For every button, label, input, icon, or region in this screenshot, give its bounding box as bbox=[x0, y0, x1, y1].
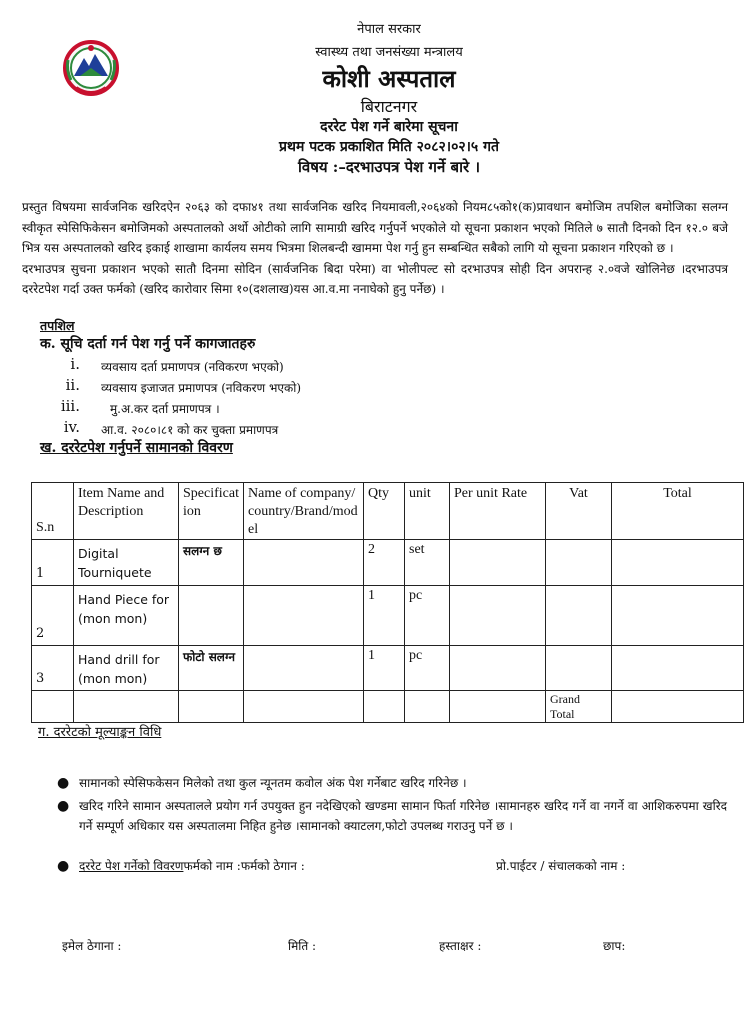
bidder-info-line bbox=[79, 856, 727, 876]
header-total: Total bbox=[612, 483, 744, 540]
cell-qty: 1 bbox=[364, 586, 405, 646]
header-spec: Specification bbox=[179, 483, 244, 540]
header-sn: S.n bbox=[32, 483, 74, 540]
cell-rate bbox=[450, 540, 546, 586]
table-row bbox=[32, 586, 744, 646]
cell-unit: pc bbox=[405, 586, 450, 646]
email-label: इमेल ठेगाना : bbox=[62, 939, 122, 953]
bullet-text: सामानको स्पेसिफकेसन मिलेको तथा कुल न्यूनतम कवोल अंक पेश गर्नेबाट खरिद गरिनेछ । bbox=[79, 776, 467, 790]
cell-company bbox=[244, 540, 364, 586]
bullet-icon: ● bbox=[57, 858, 70, 874]
signature-label: हस्ताक्षर : bbox=[439, 939, 482, 953]
document-item-text: व्यवसाय इजाजत प्रमाणपत्र (नविकरण भएको) bbox=[101, 381, 302, 395]
cell-spec: फोटो सलग्न bbox=[179, 646, 244, 691]
details-heading: तपशिल bbox=[40, 318, 75, 333]
cell-total bbox=[612, 586, 744, 646]
table-row bbox=[32, 540, 744, 586]
table-row bbox=[32, 646, 744, 691]
cell-vat bbox=[546, 586, 612, 646]
cell-sn: 1 bbox=[32, 540, 74, 586]
cell-qty: 2 bbox=[364, 540, 405, 586]
cell-qty: 1 bbox=[364, 646, 405, 691]
firm-name-label: फर्मको नाम : bbox=[183, 859, 241, 873]
cell-unit: set bbox=[405, 540, 450, 586]
bullet-icon: ● bbox=[57, 775, 70, 791]
document-item-number: ii. bbox=[65, 376, 80, 394]
table-header-row bbox=[32, 483, 744, 540]
firm-address-label: फर्मको ठेगान : bbox=[240, 859, 305, 873]
cell-company bbox=[244, 646, 364, 691]
city-name: बिराटनगर bbox=[360, 97, 418, 116]
cell-total bbox=[612, 540, 744, 586]
section-ka-title: क. सूचि दर्ता गर्न पेश गर्नु पर्ने कागजातहरु bbox=[40, 336, 256, 352]
cell-empty bbox=[179, 691, 244, 723]
cell-empty bbox=[32, 691, 74, 723]
document-item-number: iii. bbox=[60, 397, 80, 415]
cell-rate bbox=[450, 586, 546, 646]
cell-empty bbox=[74, 691, 179, 723]
cell-item: Digital Tourniquete bbox=[74, 540, 179, 586]
document-item-text: आ.व. २०८०।८१ को कर चुक्ता प्रमाणपत्र bbox=[101, 423, 279, 437]
cell-total bbox=[612, 646, 744, 691]
section-ga-title: ग. दररेटको मूल्याङ्कन विधि bbox=[38, 725, 162, 740]
header-rate: Per unit Rate bbox=[450, 483, 546, 540]
cell-empty bbox=[364, 691, 405, 723]
ministry-name: स्वास्थ्य तथा जनसंख्या मन्त्रालय bbox=[315, 45, 463, 60]
hospital-name: कोशी अस्पताल bbox=[322, 64, 456, 93]
cell-item: Hand drill for (mon mon) bbox=[74, 646, 179, 691]
items-table bbox=[31, 482, 744, 723]
cell-item: Hand Piece for (mon mon) bbox=[74, 586, 179, 646]
document-item-text: व्यवसाय दर्ता प्रमाणपत्र (नविकरण भएको) bbox=[101, 360, 284, 374]
cell-spec bbox=[179, 586, 244, 646]
document-item-text: मु.अ.कर दर्ता प्रमाणपत्र । bbox=[110, 402, 220, 416]
published-date: प्रथम पटक प्रकाशित मिति २०८२।०२।५ गते bbox=[279, 139, 499, 155]
header-unit: unit bbox=[405, 483, 450, 540]
stamp-label: छाप: bbox=[603, 939, 626, 953]
intro-paragraph-2: दरभाउपत्र सुचना प्रकाशन भएको सातौ दिनमा सोदिन (सार्वजनिक बिदा परेमा) वा भोलीपल्ट सो दरभाउपत्र सोही दिन अपरान्ह २.०वजे खोलिनेछ ।दरभाउपत्र दररेटपेश गर्दा उक्त फर्मको (खरिद कारोवार सिमा १०(दशलाख)यस आ.व.मा ननाघेको हुनु पर्नेछ) । bbox=[22, 261, 728, 296]
document-item-number: iv. bbox=[63, 418, 80, 436]
bullet-text: खरिद गरिने सामान अस्पतालले प्रयोग गर्न उपयुक्त हुन नदेखिएको खण्डमा सामान फिर्ता गरिनेछ ।सामानहरु खरिद गर्ने वा नगर्ने वा आशिकरुपमा खरिद गर्ने सम्पूर्ण अधिकार यस अस्पतालमा निहित हुनेछ ।सामानको क्याटलग,फोटो उपलब्ध गराउनु पर्ने छ । bbox=[79, 799, 727, 833]
cell-empty bbox=[405, 691, 450, 723]
header-item: Item Name and Description bbox=[74, 483, 179, 540]
grand-total-row bbox=[32, 691, 744, 723]
intro-paragraph-1: प्रस्तुत विषयमा सार्वजनिक खरिदऐन २०६३ को दफा४१ तथा सार्वजनिक खरिद नियमावली,२०६४को नियम८५को१(क)प्रावधान बमोजिम तपशिल बमोजिका सलग्न स्वीकृत स्पेसिफिकेसन बमोजिमको अस्पतालको अर्थो ओटीको लागि सामाग्री खरिद गर्नुपर्ने भएकोले यो सूचना प्रकाशन भएको मितिले ७ सातौ दिनको दिन १२.० बजे भित्र यस अस्पतालको खरिद इकाई शाखामा कार्यलय समय भित्रमा शिलबन्दी खाममा पेश गर्नु हुन सम्बन्धित सबैको लागि यो सूचना प्रकाशन गरिएको छ । bbox=[22, 200, 728, 255]
bidder-info-label: दररेट पेश गर्नेको विवरण bbox=[79, 859, 184, 873]
proprietor-label: प्रो.पाईटर / संचालकको नाम : bbox=[496, 859, 626, 873]
subject-line: विषय :–दरभाउपत्र पेश गर्ने बारे । bbox=[297, 158, 481, 176]
notice-title: दररेट पेश गर्ने बारेमा सूचना bbox=[320, 119, 458, 135]
cell-unit: pc bbox=[405, 646, 450, 691]
cell-rate bbox=[450, 646, 546, 691]
government-name: नेपाल सरकार bbox=[357, 22, 421, 37]
intro-text bbox=[22, 197, 728, 300]
header-vat: Vat bbox=[546, 483, 612, 540]
grand-total-label: Grand Total bbox=[546, 691, 612, 723]
cell-vat bbox=[546, 646, 612, 691]
cell-sn: 2 bbox=[32, 586, 74, 646]
cell-vat bbox=[546, 540, 612, 586]
header-qty: Qty bbox=[364, 483, 405, 540]
date-label: मिति : bbox=[288, 939, 317, 953]
cell-company bbox=[244, 586, 364, 646]
header-company: Name of company/country/Brand/model bbox=[244, 483, 364, 540]
grand-total-value bbox=[612, 691, 744, 723]
section-kha-title: ख. दररेटपेश गर्नुपर्ने सामानको विवरण bbox=[40, 440, 233, 456]
cell-sn: 3 bbox=[32, 646, 74, 691]
cell-empty bbox=[450, 691, 546, 723]
document-item-number: i. bbox=[70, 355, 80, 373]
cell-empty bbox=[244, 691, 364, 723]
cell-spec: सलग्न छ bbox=[179, 540, 244, 586]
bullet-icon: ● bbox=[57, 798, 70, 814]
